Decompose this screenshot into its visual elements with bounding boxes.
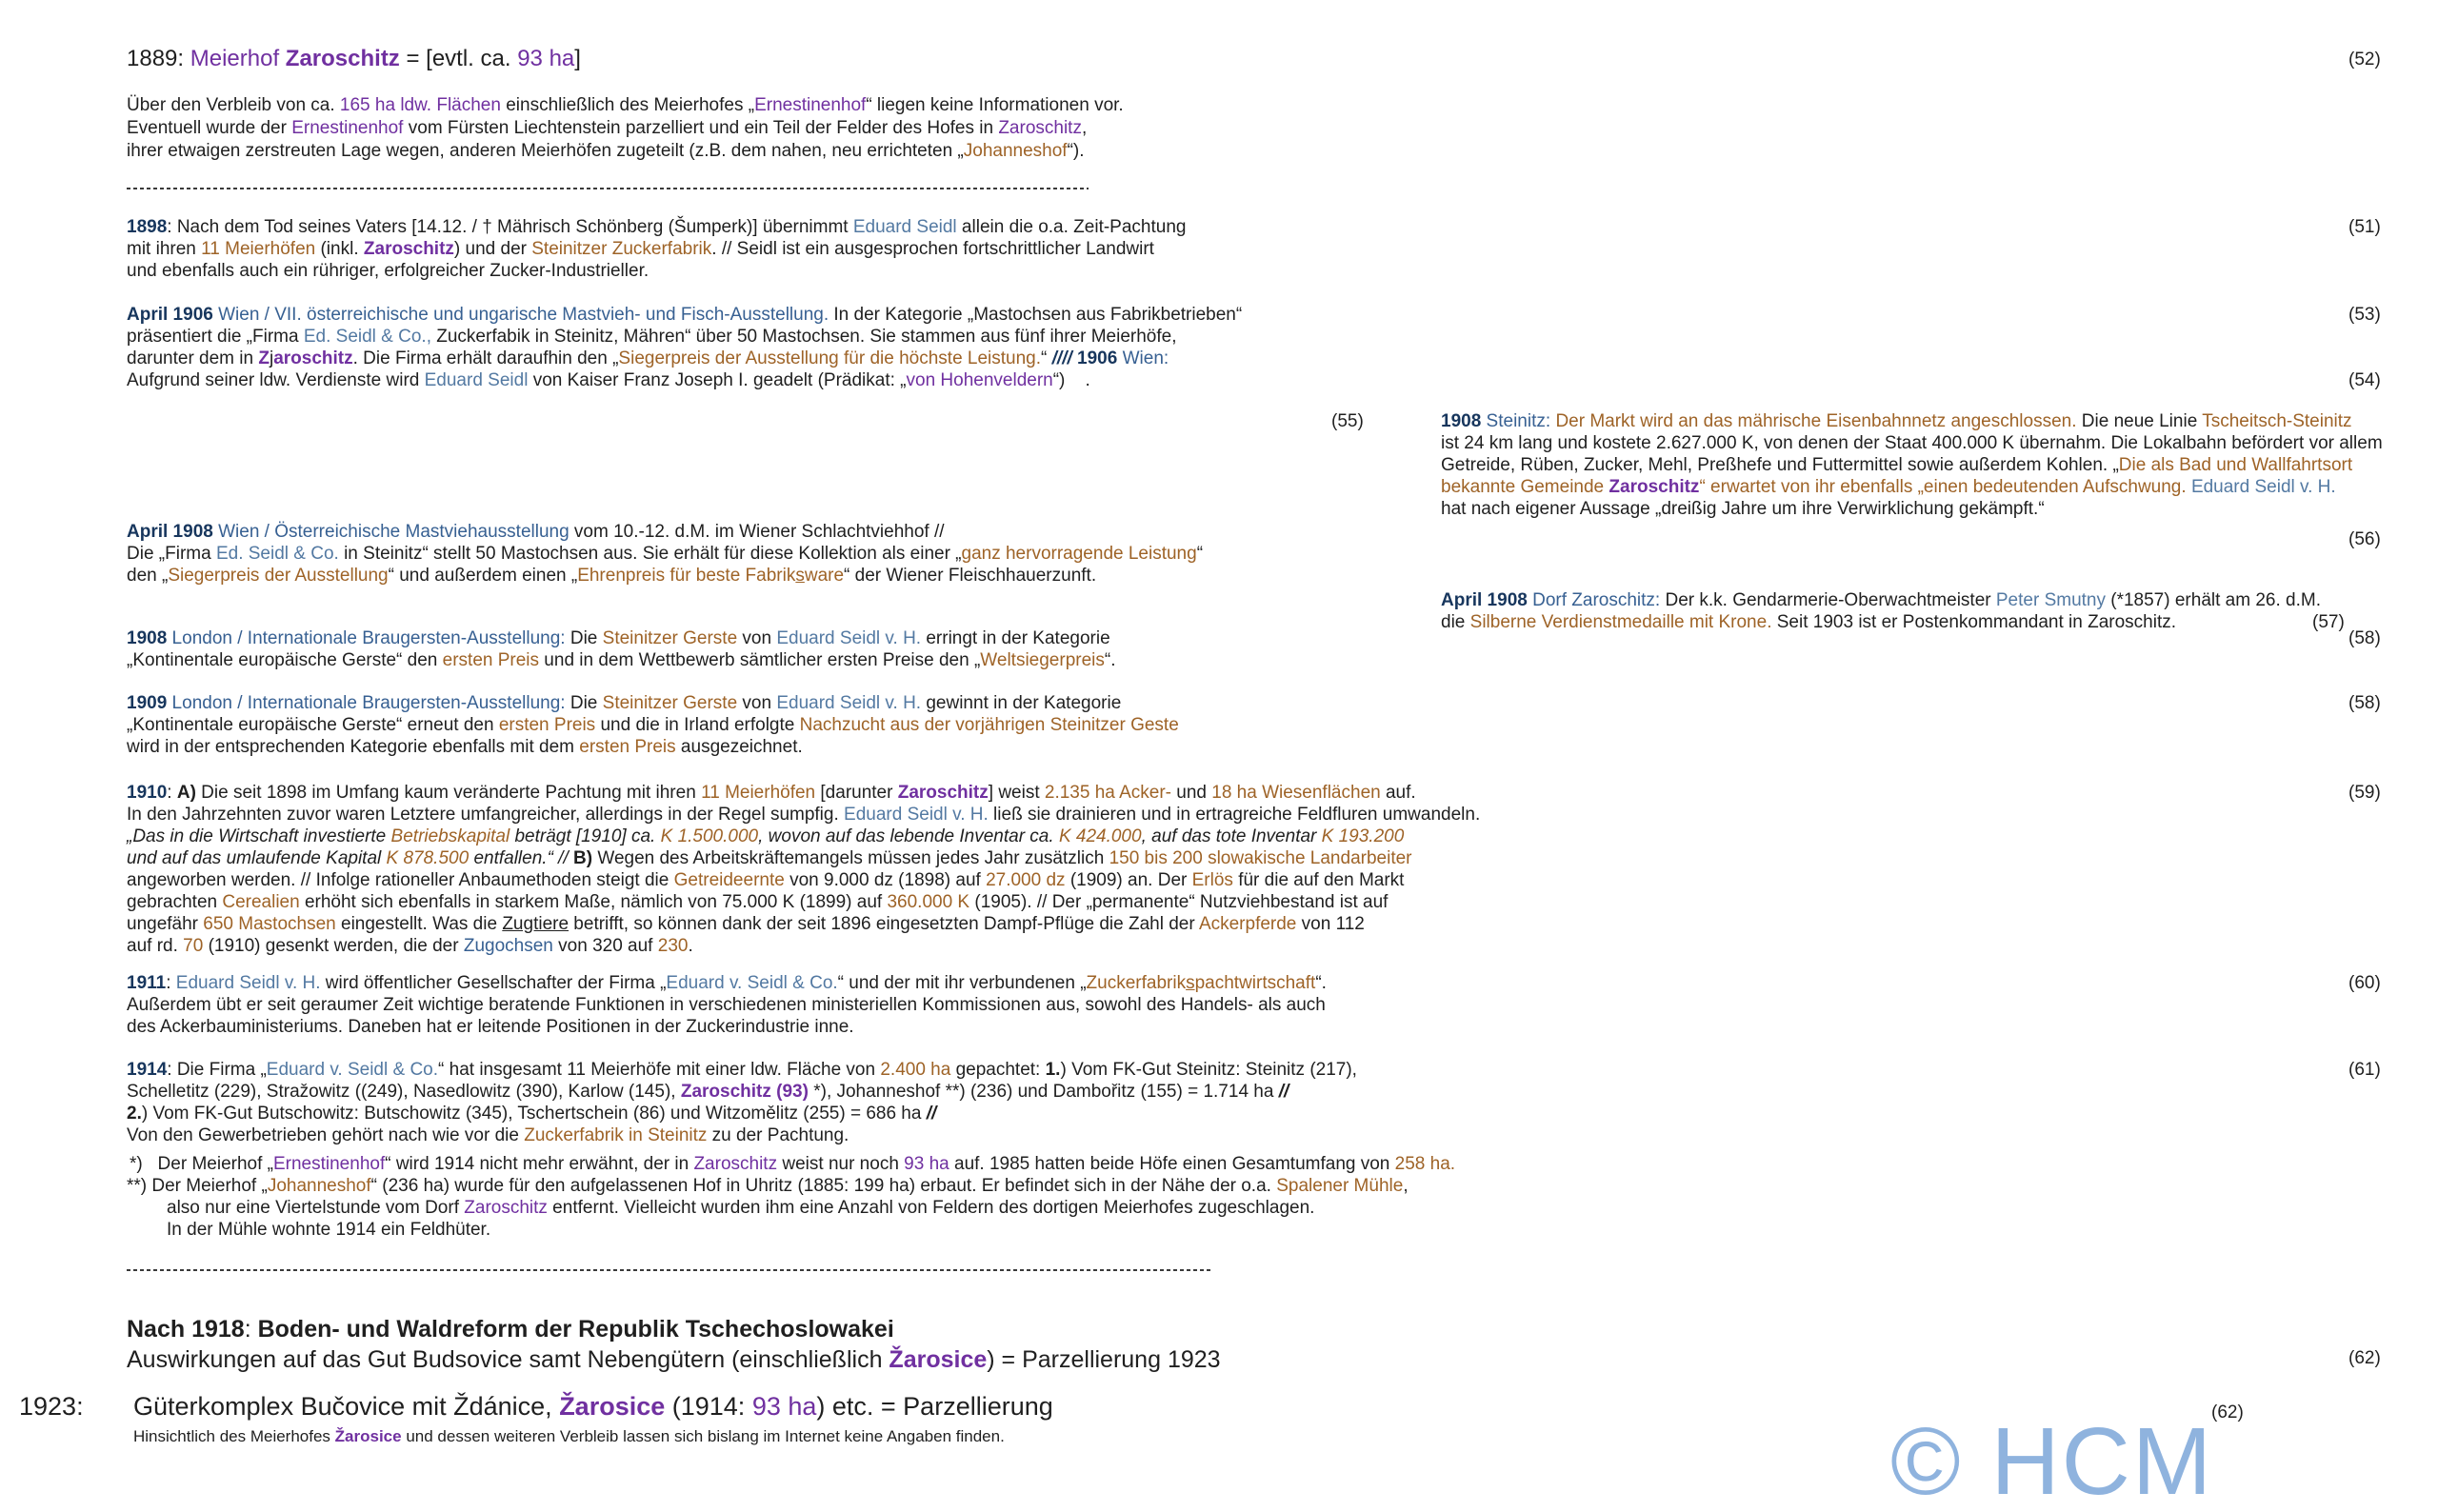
text-segment: allein die o.a. Zeit-Pachtung xyxy=(956,217,1187,237)
text-segment: Getreideernte xyxy=(673,870,785,890)
para-1889-verbleib-line xyxy=(127,118,1087,139)
text-segment: “ liegen keine Informationen vor. xyxy=(866,95,1124,115)
margin-reference-number: (56) xyxy=(2348,529,2381,549)
para-1898-line xyxy=(127,217,1186,238)
text-segment: „Kontinentale europäische Gerste“ erneut den xyxy=(127,715,499,735)
text-segment: gewinnt in der Kategorie xyxy=(921,693,1122,713)
text-segment: Schelletitz (229), Stražowitz ((249), Nasedlowitz (390), Karlow (145), xyxy=(127,1082,681,1102)
para-1898-line xyxy=(127,261,649,282)
para-1908-steinitz-bahn-line xyxy=(1441,455,2352,476)
text-segment: ausgezeichnet. xyxy=(675,737,803,757)
para-1898-line xyxy=(127,239,1154,260)
text-segment: aroschitz xyxy=(273,348,353,368)
para-1908-steinitz-bahn-line xyxy=(1441,433,2383,454)
para-1908-steinitz-bahn-line xyxy=(1441,477,2336,498)
para-1909-london-line xyxy=(127,693,1121,714)
text-segment: Eventuell wurde der xyxy=(127,118,292,138)
text-segment: „Das in die Wirtschaft investierte xyxy=(127,826,391,846)
text-segment: Ackerpferde xyxy=(1198,914,1297,934)
text-segment: Eduard Seidl v. H. xyxy=(776,693,922,713)
text-segment: Die xyxy=(570,693,603,713)
margin-reference-number: (54) xyxy=(2348,370,2381,390)
margin-reference-number: (58) xyxy=(2348,693,2381,713)
text-segment: weist nur noch xyxy=(777,1154,905,1174)
text-segment: Zuckerfabik in Steinitz, Mähren“ über 50 Mastochsen. Sie stammen aus fünf ihrer Meierhöfe, xyxy=(430,327,1177,347)
heading-1889-line xyxy=(127,46,581,72)
para-1910-line xyxy=(127,914,1365,935)
text-segment: : xyxy=(166,973,176,993)
text-segment: ungefähr xyxy=(127,914,204,934)
text-segment: (inkl. xyxy=(315,239,364,259)
text-segment: auf. 1985 hatten beide Höfe einen Gesamtumfang von xyxy=(949,1154,1395,1174)
text-segment: Zaroschitz xyxy=(285,46,400,71)
text-segment: wird öffentlicher Gesellschafter der Firma „ xyxy=(320,973,667,993)
text-segment: *) Der Meierhof „ xyxy=(130,1154,273,1174)
text-segment: Eduard Seidl xyxy=(424,370,529,390)
heading-1923-line xyxy=(133,1392,1053,1422)
text-segment: . xyxy=(688,936,693,956)
text-segment: von Hohenveldern xyxy=(906,370,1053,390)
text-segment: Meierhof xyxy=(190,46,286,71)
text-segment: von xyxy=(737,628,777,648)
text-segment: Wien / VII. österreichische und ungarische Mastvieh- und Fisch-Ausstellung. xyxy=(212,305,829,325)
text-segment: „Kontinentale europäische Gerste“ den xyxy=(127,650,443,670)
text-segment: Ernestinenhof xyxy=(754,95,867,115)
text-segment: Ehrenpreis für beste Fabrik xyxy=(577,566,796,586)
text-segment: entfernt. Vielleicht wurden ihm eine Anzahl von Feldern des dortigen Meierhofes zugeschlagen. xyxy=(547,1198,1315,1218)
text-segment: s xyxy=(795,566,805,586)
text-segment: vom Fürsten Liechtenstein parzelliert und ein Teil der Felder des Hofes in xyxy=(403,118,999,138)
text-segment: beträgt [1910] ca. xyxy=(510,826,661,846)
text-segment: Steinitzer Gerste xyxy=(602,693,738,713)
text-segment: “. xyxy=(1315,973,1327,993)
text-segment: Eduard Seidl v. H. xyxy=(175,973,321,993)
para-1909-london-line xyxy=(127,737,803,758)
text-segment: erhöht sich ebenfalls in starkem Maße, nämlich von 75.000 K (1899) auf xyxy=(299,892,888,912)
para-1889-verbleib-line xyxy=(127,141,1085,162)
para-april-1908-wien-line xyxy=(127,544,1203,565)
margin-reference-number: (61) xyxy=(2348,1060,2381,1080)
text-segment: 1911 xyxy=(127,973,167,993)
text-segment: ) = Parzellierung 1923 xyxy=(987,1346,1221,1373)
margin-reference-number: (55) xyxy=(1331,411,1364,431)
para-1910-line xyxy=(127,826,1404,847)
para-1911-line xyxy=(127,973,1327,994)
text-segment: und in dem Wettbewerb sämtlicher ersten Preise den „ xyxy=(539,650,981,670)
para-1911-line xyxy=(127,1017,854,1038)
text-segment: entfallen.“ // xyxy=(469,848,574,868)
text-segment: Die seit 1898 im Umfang kaum veränderte Pachtung mit ihren xyxy=(195,783,702,803)
text-segment: Wien: xyxy=(1117,348,1169,368)
heading-nach-1918-line xyxy=(127,1316,894,1343)
text-segment: : xyxy=(177,46,190,71)
text-segment: 2.400 ha xyxy=(880,1060,951,1080)
text-segment: (*1857) erhält am 26. d.M. xyxy=(2105,590,2321,610)
text-segment: den „ xyxy=(127,566,169,586)
text-segment: , auf das tote Inventar xyxy=(1141,826,1322,846)
text-segment: 165 ha ldw. Flächen xyxy=(339,95,501,115)
text-segment: Seit 1903 ist er Postenkommandant in Zaroschitz. xyxy=(1771,612,2177,632)
footnotes-line xyxy=(167,1220,490,1241)
text-segment: Ernestinenhof xyxy=(291,118,404,138)
text-segment: Zuckerfabrik in Steinitz xyxy=(524,1125,708,1145)
text-segment: Steinitz: xyxy=(1481,411,1556,431)
text-segment: // xyxy=(1278,1082,1289,1102)
text-segment: gebrachten xyxy=(127,892,223,912)
text-segment: ihrer etwaigen zerstreuten Lage wegen, anderen Meierhöfen zugeteilt (z.B. dem nahen, neu errichteten „ xyxy=(127,141,964,161)
text-segment: April 1906 xyxy=(127,305,213,325)
text-segment: “ der Wiener Fleischhauerzunft. xyxy=(844,566,1097,586)
text-segment: Die „Firma xyxy=(127,544,216,564)
text-segment: s xyxy=(1186,973,1195,993)
para-1910-line xyxy=(127,848,1412,869)
text-segment: und xyxy=(1170,783,1212,803)
text-segment: 93 ha xyxy=(904,1154,949,1174)
text-segment: 1910 xyxy=(127,783,168,803)
footnotes-line xyxy=(130,1154,1455,1175)
para-april-1906-line xyxy=(127,370,1090,391)
text-segment: des Ackerbauministeriums. Daneben hat er leitende Positionen in der Zuckerindustrie inne. xyxy=(127,1017,854,1037)
text-segment: von 112 xyxy=(1296,914,1365,934)
text-segment: “ xyxy=(1196,544,1204,564)
text-segment: : xyxy=(244,1316,258,1343)
text-segment: Nach 1918 xyxy=(127,1316,245,1343)
margin-reference-number: (60) xyxy=(2348,973,2381,993)
text-segment: : Nach dem Tod seines Vaters [14.12. / † Mährisch Schönberg (Šumperk)] übernimmt xyxy=(167,217,853,237)
text-segment: . Die Firma erhält daraufhin den „ xyxy=(352,348,619,368)
text-segment: Über den Verbleib von ca. xyxy=(127,95,340,115)
para-1908-steinitz-bahn-line xyxy=(1441,411,2352,432)
text-segment: in Steinitz“ stellt 50 Mastochsen aus. Sie erhält für diese Kollektion als einer „ xyxy=(338,544,962,564)
text-segment: die xyxy=(1441,612,1470,632)
text-segment: pachtwirtschaft xyxy=(1194,973,1316,993)
text-segment: betrifft, so können dank der seit 1896 eingesetzten Dampf-Pflüge die Zahl der xyxy=(569,914,1199,934)
para-1910-line xyxy=(127,805,1480,826)
text-segment: Wegen des Arbeitskräftemangels müssen jedes Jahr zusätzlich xyxy=(592,848,1109,868)
text-segment: 11 Meierhöfen xyxy=(701,783,816,803)
text-segment: Steinitzer Zuckerfabrik xyxy=(531,239,712,259)
text-segment: ware xyxy=(804,566,845,586)
text-segment: Ernestinenhof xyxy=(272,1154,386,1174)
text-segment: Ed. Seidl & Co., xyxy=(303,327,431,347)
para-1908-steinitz-bahn-line xyxy=(1441,499,2045,520)
text-segment: “) . xyxy=(1052,370,1090,390)
text-segment: Johanneshof xyxy=(963,141,1068,161)
margin-reference-number: (62) xyxy=(2211,1403,2244,1422)
para-1908-london-line xyxy=(127,650,1116,671)
text-segment: ersten Preis xyxy=(498,715,596,735)
text-segment: [darunter xyxy=(815,783,898,803)
para-1914-line xyxy=(127,1082,1289,1103)
text-segment: , wovon auf das lebende Inventar ca. xyxy=(758,826,1059,846)
text-segment: Steinitzer Gerste xyxy=(602,628,738,648)
text-segment: ließ sie drainieren und in ertragreiche Feldfluren umwandeln. xyxy=(988,805,1481,825)
text-segment: “ hat insgesamt 11 Meierhöfe mit einer ldw. Fläche von xyxy=(438,1060,881,1080)
text-segment: : xyxy=(167,783,177,803)
text-segment: Nachzucht aus der vorjährigen Steinitzer Geste xyxy=(799,715,1179,735)
text-segment: Von den Gewerbetrieben gehört nach wie vor die xyxy=(127,1125,525,1145)
para-april-1906-line xyxy=(127,327,1177,348)
text-segment: eingestellt. Was die xyxy=(335,914,503,934)
text-segment: (1914: xyxy=(665,1392,752,1421)
para-1910-line xyxy=(127,936,693,957)
text-segment: // xyxy=(926,1104,937,1124)
text-segment: Zaroschitz xyxy=(363,239,454,259)
para-1914-line xyxy=(127,1060,1357,1081)
text-segment: **) Der Meierhof „ xyxy=(127,1176,268,1196)
text-segment: hat nach eigener Aussage „dreißig Jahre um ihre Verwirklichung gekämpft.“ xyxy=(1441,499,2045,519)
text-segment: Zaroschitz xyxy=(464,1198,548,1218)
text-segment: Žarosice xyxy=(334,1427,402,1445)
text-segment: Der Markt wird an das mährische Eisenbahnnetz angeschlossen. xyxy=(1555,411,2077,431)
text-segment: 1909 xyxy=(127,693,168,713)
text-segment: (1905). // Der „permanente“ Nutzviehbestand ist auf xyxy=(969,892,1389,912)
text-segment: 258 ha. xyxy=(1394,1154,1456,1174)
text-segment: bekannte Gemeinde xyxy=(1441,477,1609,497)
text-segment: Silberne Verdienstmedaille mit Krone. xyxy=(1469,612,1772,632)
text-segment: ] xyxy=(574,46,581,71)
para-april-1908-wien-line xyxy=(127,566,1096,587)
text-segment: 93 ha xyxy=(517,46,575,71)
margin-reference-number: (62) xyxy=(2348,1348,2381,1368)
text-segment: 650 Mastochsen xyxy=(203,914,336,934)
text-segment: 360.000 K xyxy=(887,892,970,912)
text-segment: Spalener Mühle xyxy=(1276,1176,1404,1196)
text-segment: 2.135 ha Acker- xyxy=(1044,783,1171,803)
text-segment: von 9.000 dz (1898) auf xyxy=(784,870,987,890)
text-segment: Zuckerfabrik xyxy=(1086,973,1187,993)
text-segment: präsentiert die „Firma xyxy=(127,327,304,347)
dashed-separator xyxy=(127,1269,1212,1271)
text-segment: //// xyxy=(1051,348,1078,368)
text-segment: “). xyxy=(1067,141,1085,161)
text-segment: und ebenfalls auch ein rühriger, erfolgreicher Zucker-Industrieller. xyxy=(127,261,649,281)
text-segment: und auf das umlaufende Kapital xyxy=(127,848,387,868)
margin-reference-number: (53) xyxy=(2348,305,2381,325)
text-segment: Dorf Zaroschitz: xyxy=(1527,590,1666,610)
text-segment: Zaroschitz xyxy=(998,118,1082,138)
text-segment: erringt in der Kategorie xyxy=(921,628,1110,648)
margin-reference-number: (58) xyxy=(2348,628,2381,648)
text-segment: Der k.k. Gendarmerie-Oberwachtmeister xyxy=(1665,590,1996,610)
dashed-separator xyxy=(127,188,1089,189)
text-segment: j xyxy=(269,348,274,368)
hcm-copyright-watermark: © HCM xyxy=(1890,1408,2214,1512)
text-segment: Eduard Seidl v. H. xyxy=(776,628,922,648)
para-april-1908-dorf-line xyxy=(1441,612,2176,633)
text-segment: 230 xyxy=(657,936,689,956)
text-segment: ) etc. = Parzellierung xyxy=(816,1392,1053,1421)
text-segment: 70 xyxy=(183,936,204,956)
text-segment: einschließlich des Meierhofes „ xyxy=(500,95,755,115)
text-segment: wird in der entsprechenden Kategorie ebenfalls mit dem xyxy=(127,737,580,757)
text-segment: Siegerpreis der Ausstellung xyxy=(168,566,389,586)
text-segment: Hinsichtlich des Meierhofes xyxy=(133,1427,335,1445)
text-segment: Getreide, Rüben, Zucker, Mehl, Preßhefe und Futtermittel sowie außerdem Kohlen. „ xyxy=(1441,455,2119,475)
text-segment: auf. xyxy=(1380,783,1416,803)
text-segment: 2. xyxy=(127,1104,142,1124)
text-segment: Wien / Österreichische Mastviehausstellung xyxy=(212,522,570,542)
text-segment: Die xyxy=(570,628,603,648)
text-segment: Z xyxy=(258,348,270,368)
text-segment: Die neue Linie xyxy=(2076,411,2203,431)
text-segment: London / Internationale Braugersten-Ausstellung: xyxy=(167,693,570,713)
text-segment: ) und der xyxy=(453,239,532,259)
text-segment: Aufgrund seiner ldw. Verdienste wird xyxy=(127,370,425,390)
text-segment: Auswirkungen auf das Gut Budsovice samt Nebengütern (einschließlich xyxy=(127,1346,889,1373)
text-segment: ] weist xyxy=(988,783,1045,803)
text-segment: Eduard Seidl xyxy=(852,217,957,237)
text-segment: für die auf den Markt xyxy=(1232,870,1405,890)
margin-reference-number: (52) xyxy=(2348,50,2381,70)
text-segment: 18 ha Wiesenflächen xyxy=(1211,783,1381,803)
heading-nach-1918-line xyxy=(127,1346,1221,1374)
para-april-1906-line xyxy=(127,348,1169,369)
text-segment: von xyxy=(737,693,777,713)
para-april-1908-dorf-line xyxy=(1441,590,2321,611)
text-segment: Eduard v. Seidl & Co. xyxy=(666,973,838,993)
text-segment: 1923: xyxy=(19,1392,84,1421)
text-segment: und dessen weiteren Verbleib lassen sich bislang im Internet keine Angaben finden. xyxy=(401,1427,1005,1445)
text-segment: , xyxy=(1403,1176,1409,1196)
text-segment: . // Seidl ist ein ausgesprochen fortschrittlicher Landwirt xyxy=(711,239,1154,259)
text-segment: 1914 xyxy=(127,1060,168,1080)
text-segment: gepachtet: xyxy=(950,1060,1046,1080)
text-segment: 1. xyxy=(1045,1060,1061,1080)
text-segment: “ und der mit ihr verbundenen „ xyxy=(837,973,1087,993)
para-1923-note-line xyxy=(133,1427,1005,1446)
text-segment: 1908 xyxy=(1441,411,1482,431)
text-segment: Außerdem übt er seit geraumer Zeit wichtige beratende Funktionen in verschiedenen ministeriellen Kommissionen aus, sowohl des Handels- als auch xyxy=(127,995,1326,1015)
text-segment: vom 10.-12. d.M. im Wiener Schlachtviehhof // xyxy=(569,522,945,542)
text-segment: Zugtiere xyxy=(502,914,570,934)
text-segment: Erlös xyxy=(1191,870,1233,890)
text-segment: Güterkomplex Bučovice mit Ždánice, xyxy=(133,1392,560,1421)
footnotes-line xyxy=(167,1198,1314,1219)
text-segment: K 424.000 xyxy=(1058,826,1142,846)
text-segment: (1910) gesenkt werden, die der xyxy=(203,936,464,956)
text-segment: Eduard Seidl v. H. xyxy=(2190,477,2336,497)
text-segment: A) xyxy=(176,783,196,803)
text-segment: ersten Preis xyxy=(579,737,676,757)
text-segment: In den Jahrzehnten zuvor waren Letztere umfangreicher, allerdings in der Regel sumpfig. xyxy=(127,805,845,825)
text-segment: Zaroschitz xyxy=(897,783,989,803)
text-segment: Zugochsen xyxy=(463,936,553,956)
text-segment: K 878.500 xyxy=(386,848,470,868)
text-segment: Zaroschitz xyxy=(1609,477,1700,497)
text-segment: 150 bis 200 slowakische Landarbeiter xyxy=(1109,848,1412,868)
margin-reference-number: (57) xyxy=(2312,612,2345,632)
text-segment: mit ihren xyxy=(127,239,202,259)
text-segment: In der Mühle wohnte 1914 ein Feldhüter. xyxy=(167,1220,491,1240)
text-segment: “ und außerdem einen „ xyxy=(388,566,578,586)
text-segment: = [evtl. ca. xyxy=(399,46,518,71)
text-segment: In der Kategorie „Mastochsen aus Fabrikbetrieben“ xyxy=(829,305,1243,325)
text-segment: 93 ha xyxy=(751,1392,817,1421)
text-segment: Peter Smutny xyxy=(1995,590,2106,610)
text-segment: 1898 xyxy=(127,217,168,237)
para-1910-line xyxy=(127,783,1416,804)
text-segment: “ wird 1914 nicht mehr erwähnt, der in xyxy=(385,1154,694,1174)
text-segment: von 320 auf xyxy=(552,936,658,956)
text-segment: “ erwartet von ihr ebenfalls „einen bedeutenden Aufschwung. xyxy=(1699,477,2187,497)
text-segment: Boden- und Waldreform der Republik Tschechoslowakei xyxy=(257,1316,894,1343)
text-segment: “ xyxy=(1041,348,1052,368)
text-segment: “ (236 ha) wurde für den aufgelassenen Hof in Uhritz (1885: 199 ha) erbaut. Er befindet sich in der Nähe der o.a. xyxy=(370,1176,1277,1196)
text-segment: Cerealien xyxy=(222,892,300,912)
para-1914-line xyxy=(127,1104,936,1124)
text-segment: angeworben werden. // Infolge rationeller Anbaumethoden steigt die xyxy=(127,870,674,890)
text-segment: Zaroschitz (93) xyxy=(680,1082,809,1102)
para-1910-line xyxy=(127,892,1388,913)
text-segment: Žarosice xyxy=(559,1392,666,1421)
footnotes-line xyxy=(127,1176,1409,1197)
text-segment: 1906 xyxy=(1077,348,1118,368)
para-1909-london-line xyxy=(127,715,1179,736)
text-segment: : Die Firma „ xyxy=(167,1060,267,1080)
margin-reference-number: (59) xyxy=(2348,783,2381,803)
text-segment: K 193.200 xyxy=(1321,826,1405,846)
text-segment: ist 24 km lang und kostete 2.627.000 K, von denen der Staat 400.000 K übernahm. Die Lokalbahn befördert vor allem xyxy=(1441,433,2383,453)
text-segment: Betriebskapital xyxy=(390,826,510,846)
text-segment: , xyxy=(1081,118,1088,138)
para-1908-london-line xyxy=(127,628,1110,649)
text-segment: Žarosice xyxy=(889,1346,988,1373)
text-segment: *), Johanneshof **) (236) und Dambořitz (155) = 1.714 ha xyxy=(808,1082,1279,1102)
text-segment: und die in Irland erfolgte xyxy=(595,715,800,735)
text-segment: also nur eine Viertelstunde vom Dorf xyxy=(167,1198,465,1218)
para-1910-line xyxy=(127,870,1404,891)
text-segment: B) xyxy=(573,848,593,868)
text-segment: von Kaiser Franz Joseph I. geadelt (Prädikat: „ xyxy=(528,370,907,390)
text-segment: 27.000 dz xyxy=(986,870,1066,890)
heading-1923-line xyxy=(19,1392,84,1422)
text-segment: ganz hervorragende Leistung xyxy=(961,544,1197,564)
text-segment: April 1908 xyxy=(1441,590,1528,610)
text-segment: ) Vom FK-Gut Steinitz: Steinitz (217), xyxy=(1060,1060,1357,1080)
text-segment: Die als Bad und Wallfahrtsort xyxy=(2118,455,2353,475)
para-1914-line xyxy=(127,1125,849,1146)
text-segment: ersten Preis xyxy=(442,650,540,670)
text-segment: Tscheitsch-Steinitz xyxy=(2202,411,2352,431)
text-segment: (1909) an. Der xyxy=(1065,870,1192,890)
text-segment: 1908 xyxy=(127,628,168,648)
text-segment: darunter dem in xyxy=(127,348,259,368)
para-april-1906-line xyxy=(127,305,1242,326)
margin-reference-number: (51) xyxy=(2348,217,2381,237)
text-segment: K 1.500.000 xyxy=(660,826,759,846)
text-segment: Ed. Seidl & Co. xyxy=(215,544,339,564)
para-april-1908-wien-line xyxy=(127,522,945,543)
para-1911-line xyxy=(127,995,1326,1016)
text-segment: London / Internationale Braugersten-Ausstellung: xyxy=(167,628,570,648)
text-segment: ) Vom FK-Gut Butschowitz: Butschowitz (345), Tschertschein (86) und Witzomělitz (255) = 686 ha xyxy=(141,1104,927,1124)
text-segment: Siegerpreis der Ausstellung für die höchste Leistung. xyxy=(618,348,1042,368)
text-segment: “. xyxy=(1104,650,1116,670)
text-segment: 11 Meierhöfen xyxy=(201,239,316,259)
text-segment: Weltsiegerpreis xyxy=(980,650,1105,670)
text-segment: Johanneshof xyxy=(267,1176,371,1196)
text-segment: Zaroschitz xyxy=(693,1154,778,1174)
text-segment: zu der Pachtung. xyxy=(707,1125,849,1145)
text-segment: 1889 xyxy=(127,46,178,71)
text-segment: April 1908 xyxy=(127,522,213,542)
text-segment: Eduard v. Seidl & Co. xyxy=(266,1060,439,1080)
text-segment: auf rd. xyxy=(127,936,184,956)
para-1889-verbleib-line xyxy=(127,95,1124,116)
text-segment: Eduard Seidl v. H. xyxy=(844,805,989,825)
